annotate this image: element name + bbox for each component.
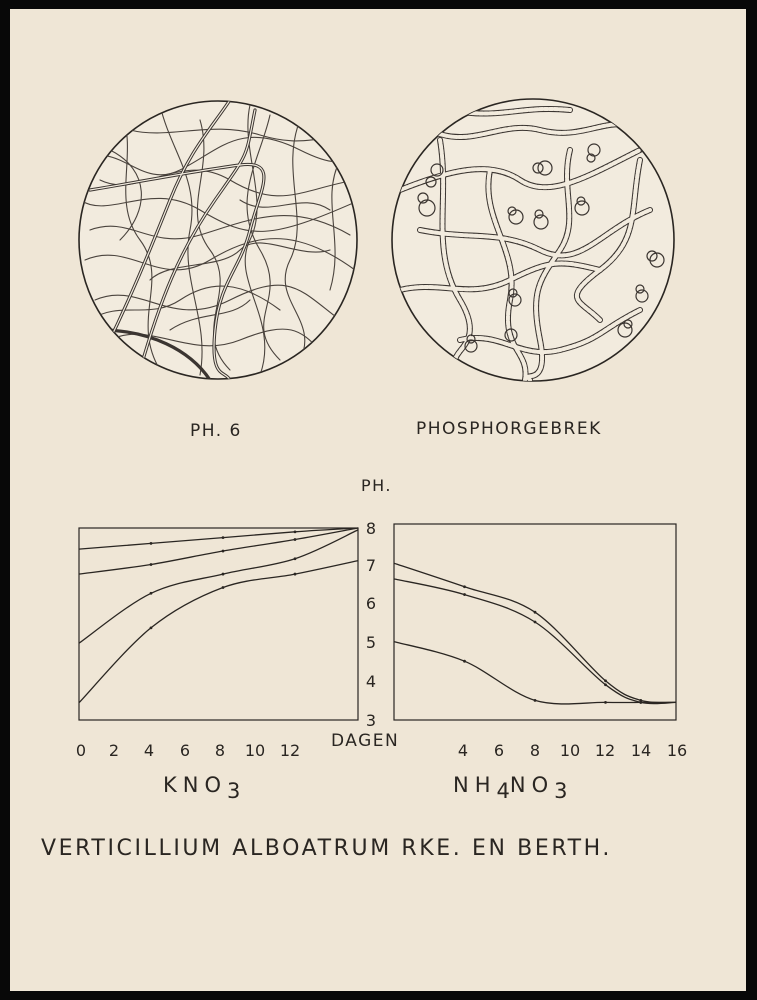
x-tick-label: 8 xyxy=(529,741,541,760)
chart-kno3-point xyxy=(222,536,225,539)
chart-nh4no3-point xyxy=(463,593,466,596)
chart-nh4no3-formula xyxy=(453,773,568,803)
chart-kno3-point xyxy=(150,626,153,629)
chart-kno3-point xyxy=(294,538,297,541)
y-tick-label: 5 xyxy=(365,633,377,652)
y-axis-ticks xyxy=(366,519,376,730)
formula-nh4no3-subscript2: 3 xyxy=(554,779,568,803)
chart-kno3-point xyxy=(294,557,297,560)
chart-kno3-point xyxy=(294,530,297,533)
y-tick-label: 8 xyxy=(365,519,377,538)
chart-kno3-point xyxy=(222,586,225,589)
x-tick-label: 0 xyxy=(75,741,87,760)
chart-kno3-line-1 xyxy=(79,528,358,549)
chart-nh4no3-line-2 xyxy=(394,579,676,704)
chart-nh4no3-point xyxy=(604,679,607,682)
chart-kno3-point xyxy=(294,573,297,576)
x-tick-label: 6 xyxy=(493,741,505,760)
x-tick-label: 12 xyxy=(594,741,616,760)
chart-kno3-point xyxy=(150,592,153,595)
x-tick-label: 6 xyxy=(179,741,191,760)
x-tick-label: 12 xyxy=(279,741,301,760)
formula-nh4no3-subscript: 4 xyxy=(496,779,510,803)
x-tick-label: 4 xyxy=(457,741,469,760)
chart-nh4no3-point xyxy=(534,611,537,614)
chart-kno3-line-4 xyxy=(79,561,358,703)
chart-kno3-formula xyxy=(163,773,241,803)
chart-nh4no3-line-1 xyxy=(394,563,676,702)
chart-nh4no3-point xyxy=(639,701,642,704)
chart-kno3-point xyxy=(222,550,225,553)
y-axis-label: PH. xyxy=(361,476,392,495)
y-tick-label: 6 xyxy=(365,594,377,613)
y-tick-label: 7 xyxy=(365,556,377,575)
x-axis-ticks-nh4no3 xyxy=(458,741,687,760)
illustration-caption-right: PHOSPHORGEBREK xyxy=(416,419,602,439)
x-tick-label: 14 xyxy=(630,741,652,760)
chart-nh4no3-point xyxy=(463,660,466,663)
x-tick-label: 2 xyxy=(108,741,120,760)
x-axis-ticks-kno3 xyxy=(76,741,300,760)
chart-kno3-frame xyxy=(79,528,358,720)
chart-kno3-line-2 xyxy=(79,528,358,574)
chart-nh4no3-line-3 xyxy=(394,642,676,704)
formula-nh4no3-base: NH xyxy=(453,773,497,797)
x-tick-label: 8 xyxy=(214,741,226,760)
chart-kno3-point xyxy=(222,573,225,576)
mycelium-phosphorus-deficiency-illustration xyxy=(392,99,674,381)
poster-title: VERTICILLIUM ALBOATRUM RKE. EN BERTH. xyxy=(41,836,612,861)
chart-nh4no3-point xyxy=(463,585,466,588)
chart-nh4no3-point xyxy=(604,701,607,704)
chart-nh4no3-point xyxy=(534,699,537,702)
illustration-caption-left: PH. 6 xyxy=(190,421,242,441)
x-tick-label: 16 xyxy=(666,741,688,760)
formula-kno3-subscript: 3 xyxy=(227,779,241,803)
chart-kno3-point xyxy=(150,563,153,566)
formula-nh4no3-base2: NO xyxy=(509,773,555,797)
chart-nh4no3-point xyxy=(534,621,537,624)
chart-nh4no3-point xyxy=(604,683,607,686)
formula-kno3-base: KNO xyxy=(163,773,228,797)
mycelium-dense-illustration xyxy=(79,100,360,380)
x-tick-label: 4 xyxy=(143,741,155,760)
y-tick-label: 4 xyxy=(365,672,377,691)
x-tick-label: 10 xyxy=(244,741,266,760)
x-axis-label: DAGEN xyxy=(331,731,400,751)
chart-kno3-point xyxy=(150,542,153,545)
x-tick-label: 10 xyxy=(559,741,581,760)
chart-kno3-line-3 xyxy=(79,530,358,643)
y-tick-label: 3 xyxy=(365,711,377,730)
chart-kno3-series xyxy=(79,528,358,703)
chart-nh4no3-series xyxy=(394,563,676,704)
